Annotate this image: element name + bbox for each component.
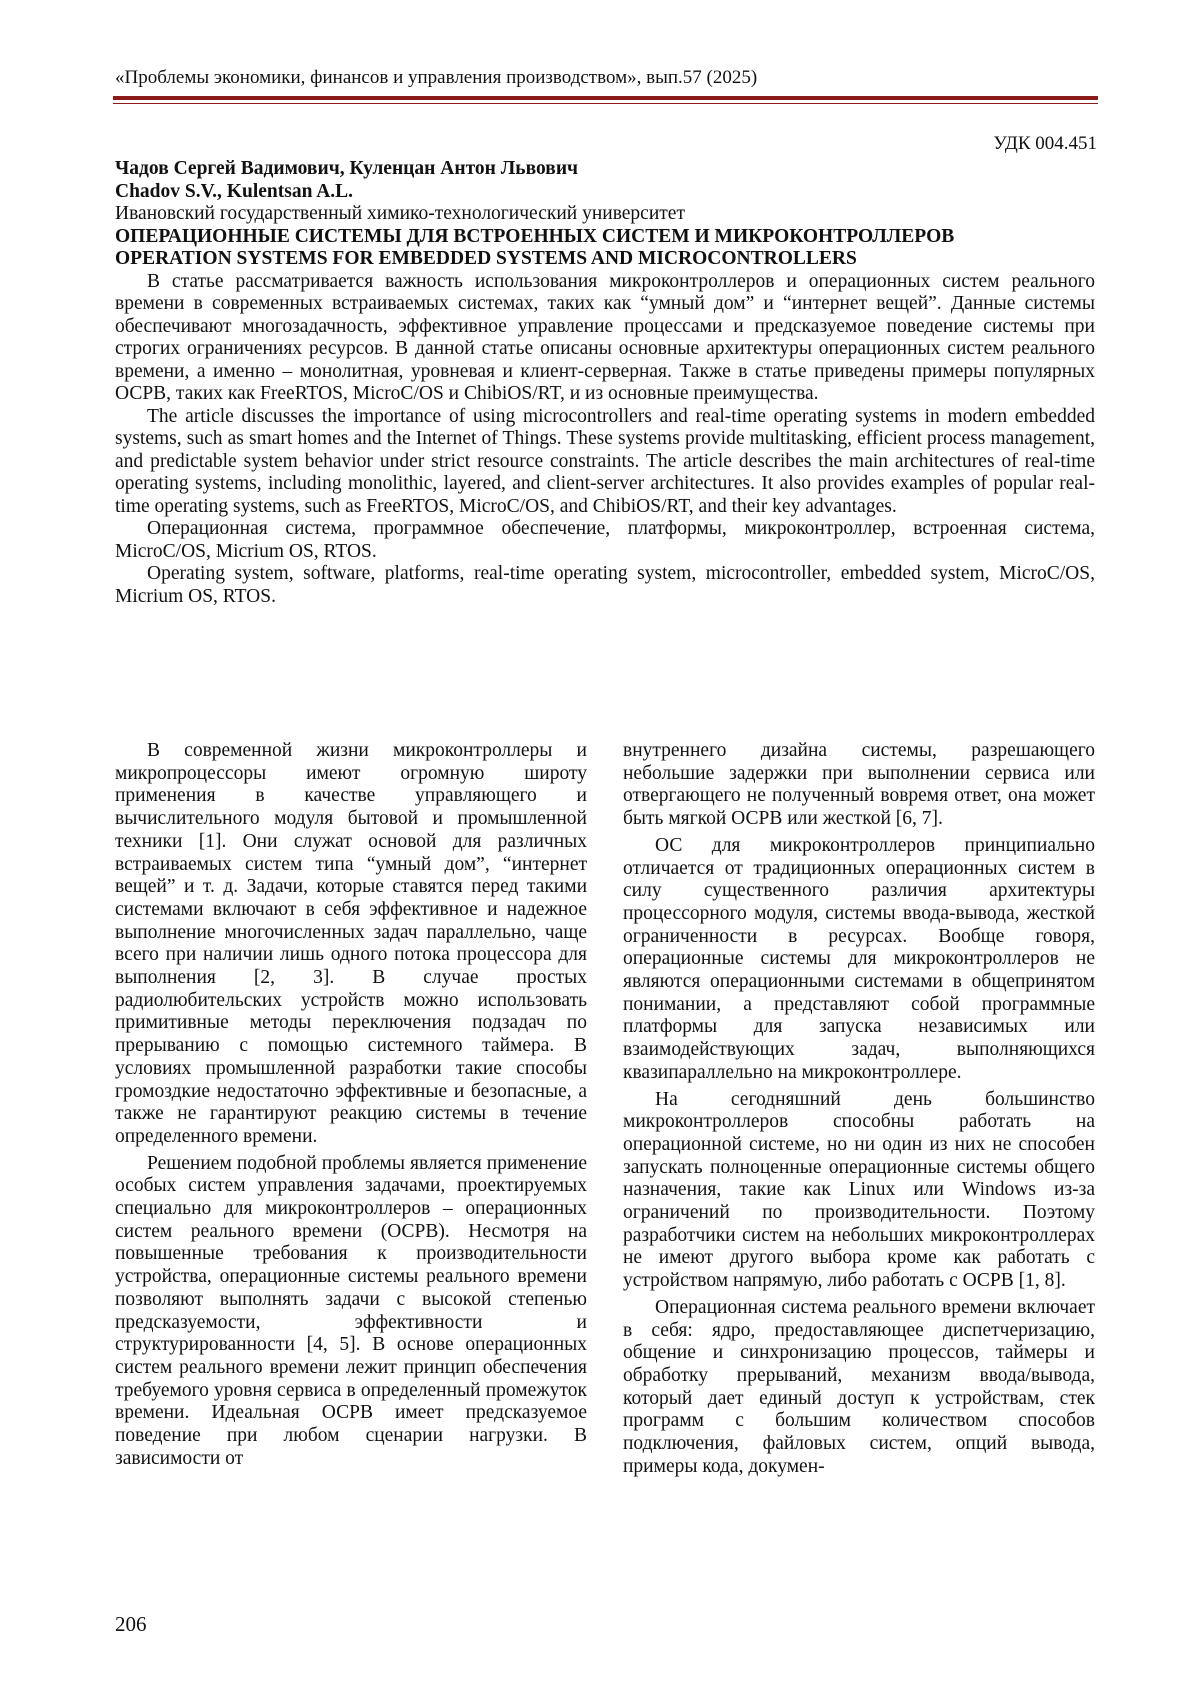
front-matter — [115, 158, 1095, 608]
body-paragraph: Решением подобной проблемы является применение особых систем управления задачами, проектируемых специально для микроконтроллеров – операционных систем реального времени (ОСРВ). Несмотря на повышенные требования к производительности устройства, операционные системы реального времени позволяют выполнять задачи с высокой степенью предсказуемости, эффективности и структурированности [4, 5]. В основе операционных систем реального времени лежит принцип обеспечения требуемого уровня сервиса в определенный промежуток времени. Идеальная ОСРВ имеет предсказуемое поведение при любом сценарии нагрузки. В зависимости от — [115, 1152, 587, 1469]
journal-header: «Проблемы экономики, финансов и управления производством», вып.57 (2025) — [115, 67, 758, 88]
right-column — [623, 740, 1095, 1483]
body-paragraph: Операционная система реального времени включает в себя: ядро, предоставляющее диспетчеризацию, общение и синхронизацию процессов, таймеры и обработку прерываний, механизм ввода/вывода, который дает единый доступ к устройствам, стек программ с большим количеством способов подключения, файловых систем, опций вывода, примеры кода, докумен- — [623, 1296, 1095, 1477]
abstract — [115, 271, 1095, 519]
page-number: 206 — [115, 1612, 147, 1636]
keywords-ru: Операционная система, программное обеспечение, платформы, микроконтроллер, встроенная система, MicroC/OS, Micrium OS, RTOS. — [115, 518, 1095, 562]
title-en: OPERATION SYSTEMS FOR EMBEDDED SYSTEMS AND MICROCONTROLLERS — [115, 248, 857, 269]
left-column — [115, 740, 587, 1483]
title-ru: ОПЕРАЦИОННЫЕ СИСТЕМЫ ДЛЯ ВСТРОЕННЫХ СИСТЕМ И МИКРОКОНТРОЛЛЕРОВ — [115, 225, 955, 247]
abstract-ru: В статье рассматривается важность использования микроконтроллеров и операционных систем реального времени в современных встраиваемых системах, таких как “умный дом” и “интернет вещей”. Данные системы обеспечивают многозадачность, эффективное управление процессами и предсказуемое поведение системы при строгих ограничениях ресурсов. В данной статье описаны основные архитектуры операционных систем реального времени, а именно – монолитная, уровневая и клиент-серверная. Также в статье приведены примеры популярных ОСРВ, таких как FreeRTOS, MicroC/OS и ChibiOS/RT, и из основные преимущества. — [115, 270, 1095, 404]
keywords-en: Operating system, software, platforms, real-time operating system, microcontroller, embedded system, MicroC/OS, Micrium OS, RTOS. — [115, 563, 1095, 607]
body-paragraph: внутреннего дизайна системы, разрешающего небольшие задержки при выполнении сервиса или отвергающего не полученный вовремя ответ, она может быть мягкой ОСРВ или жесткой [6, 7]. — [623, 740, 1095, 830]
header-rule-thin — [113, 103, 1098, 104]
body-paragraph: ОС для микроконтроллеров принципиально отличается от традиционных операционных систем в силу существенного различия архитектуры процессорного модуля, системы ввода-вывода, жесткой ограниченности в ресурсах. Вообще говоря, операционные системы для микроконтроллеров не являются операционными системами в общепринятом понимании, а представляют собой программные платформы для запуска независимых или взаимодействующих задач, выполняющихся квазипараллельно на микроконтроллере. — [623, 834, 1095, 1083]
header-rule-thick — [113, 96, 1098, 100]
affiliation: Ивановский государственный химико-технологический университет — [115, 203, 685, 224]
udk-code: УДК 004.451 — [993, 133, 1097, 154]
body-columns — [115, 740, 1095, 1483]
authors-ru: Чадов Сергей Вадимович, Куленцан Антон Львович — [115, 158, 579, 179]
abstract-en: The article discusses the importance of using microcontrollers and real-time operating systems in modern embedded systems, such as smart homes and the Internet of Things. These systems provide multitasking, efficient process management, and predictable system behavior under strict resource constraints. The article describes the main architectures of real-time operating systems, including monolithic, layered, and client-server architectures. It also provides examples of popular real-time operating systems, such as FreeRTOS, MicroC/OS, and ChibiOS/RT, and their key advantages. — [115, 405, 1095, 517]
body-paragraph: На сегодняшний день большинство микроконтроллеров способны работать на операционной системе, но ни один из них не способен запускать полноценные операционные системы общего назначения, такие как Linux или Windows из-за ограничений по производительности. Поэтому разработчики систем на небольших микроконтроллерах не имеют другого выбора кроме как работать с устройством напрямую, либо работать с ОСРВ [1, 8]. — [623, 1088, 1095, 1292]
body-paragraph: В современной жизни микроконтроллеры и микропроцессоры имеют огромную широту применения в качестве управляющего и вычислительного модуля бытовой и промышленной техники [1]. Они служат основой для различных встраиваемых систем типа “умный дом”, “интернет вещей” и т. д. Задачи, которые ставятся перед такими системами включают в себя эффективное и надежное выполнение многочисленных задач параллельно, чаще всего при наличии лишь одного потока процессора для выполнения [2, 3]. В случае простых радиолюбительских устройств можно использовать примитивные методы переключения подзадач по прерыванию с помощью системного таймера. В условиях промышленной разработки такие способы громоздкие недостаточно эффективные и безопасные, а также не гарантируют реакцию системы в течение определенного времени. — [115, 740, 587, 1147]
keywords — [115, 518, 1095, 608]
authors-en: Chadov S.V., Kulentsan A.L. — [115, 180, 354, 202]
